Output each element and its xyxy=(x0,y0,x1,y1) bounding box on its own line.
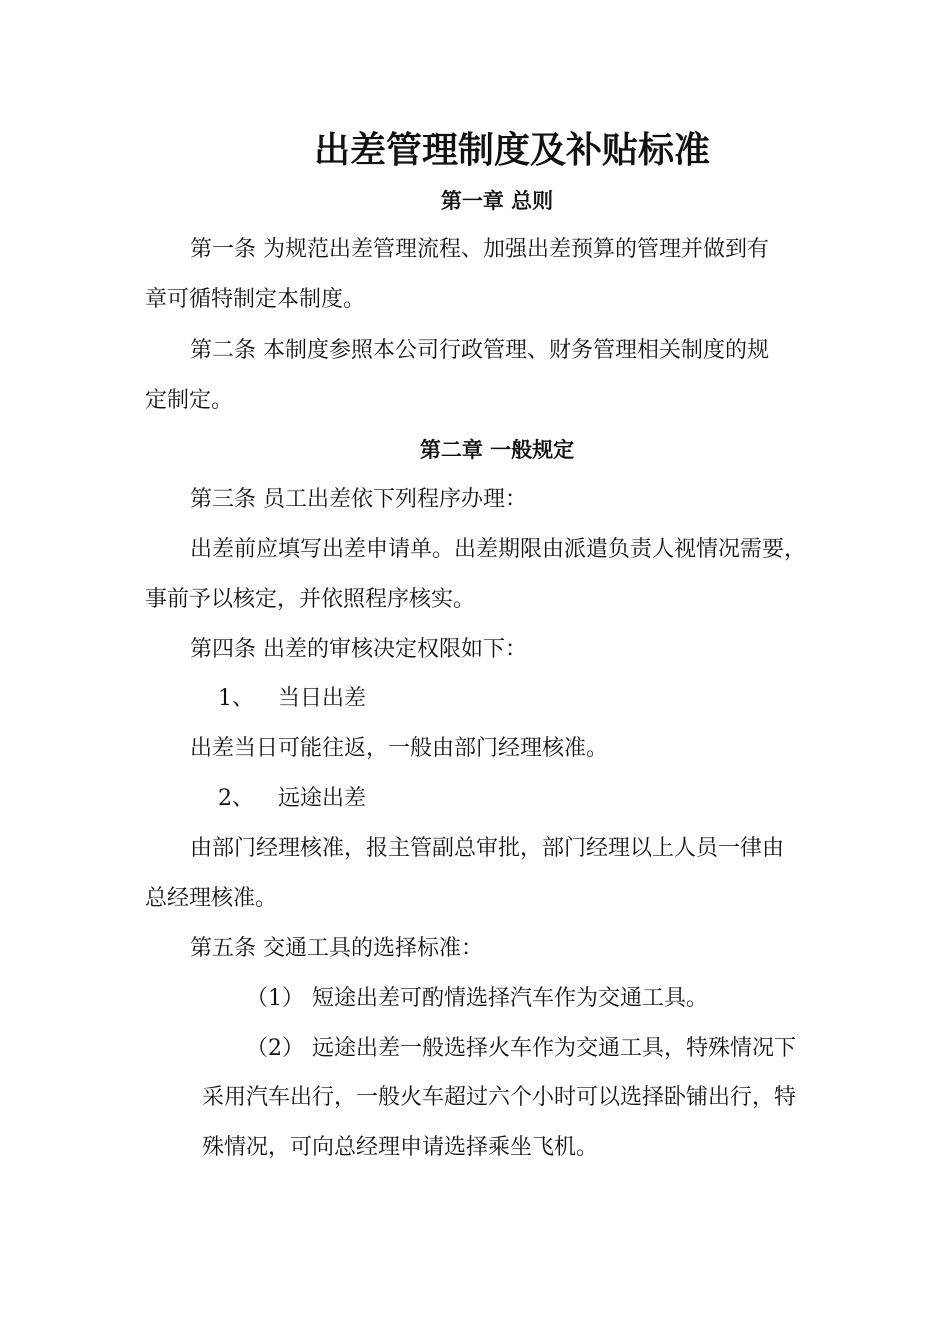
sub-item-1-text: 短途出差可酌情选择汽车作为交通工具。 xyxy=(312,986,709,1011)
article-4-line-1: 第四条 出差的审核决定权限如下： xyxy=(190,637,527,662)
sub-item-2-line-3: 殊情况，可向总经理申请选择乘坐飞机。 xyxy=(202,1135,599,1160)
sub-item-2-line-2: 采用汽车出行，一般火车超过六个小时可以选择卧铺出行，特 xyxy=(202,1085,797,1110)
article-2-line-1: 第二条 本制度参照本公司行政管理、财务管理相关制度的规 xyxy=(190,338,769,363)
article-3-line-1: 第三条 员工出差依下列程序办理： xyxy=(190,487,527,512)
item-1-number: 1、 xyxy=(218,686,254,711)
item-1-label: 当日出差 xyxy=(278,686,367,711)
article-5-line-1: 第五条 交通工具的选择标准： xyxy=(190,936,483,961)
sub-item-1-number: （1） xyxy=(246,986,304,1011)
item-2-body-line-2: 总经理核准。 xyxy=(145,886,278,911)
article-3-body-line-2: 事前予以核定，并依照程序核实。 xyxy=(145,587,476,612)
chapter-1-heading: 第一章 总则 xyxy=(440,188,554,213)
item-2-number: 2、 xyxy=(218,786,254,811)
sub-item-2-line-1: 远途出差一般选择火车作为交通工具，特殊情况下 xyxy=(312,1036,797,1061)
document-title: 出差管理制度及补贴标准 xyxy=(313,129,710,171)
article-1-line-2: 章可循特制定本制度。 xyxy=(145,287,366,312)
article-3-body-line-1: 出差前应填写出差申请单。出差期限由派遣负责人视情况需要， xyxy=(190,537,807,562)
article-1-line-1: 第一条 为规范出差管理流程、加强出差预算的管理并做到有 xyxy=(190,237,769,262)
item-2-label: 远途出差 xyxy=(278,786,367,811)
article-2-line-2: 定制定。 xyxy=(145,388,234,413)
sub-item-2-number: （2） xyxy=(246,1036,304,1061)
item-2-body-line-1: 由部门经理核准，报主管副总审批，部门经理以上人员一律由 xyxy=(190,836,785,861)
chapter-2-heading: 第二章 一般规定 xyxy=(419,437,575,462)
item-1-body: 出差当日可能往返，一般由部门经理核准。 xyxy=(190,736,609,761)
